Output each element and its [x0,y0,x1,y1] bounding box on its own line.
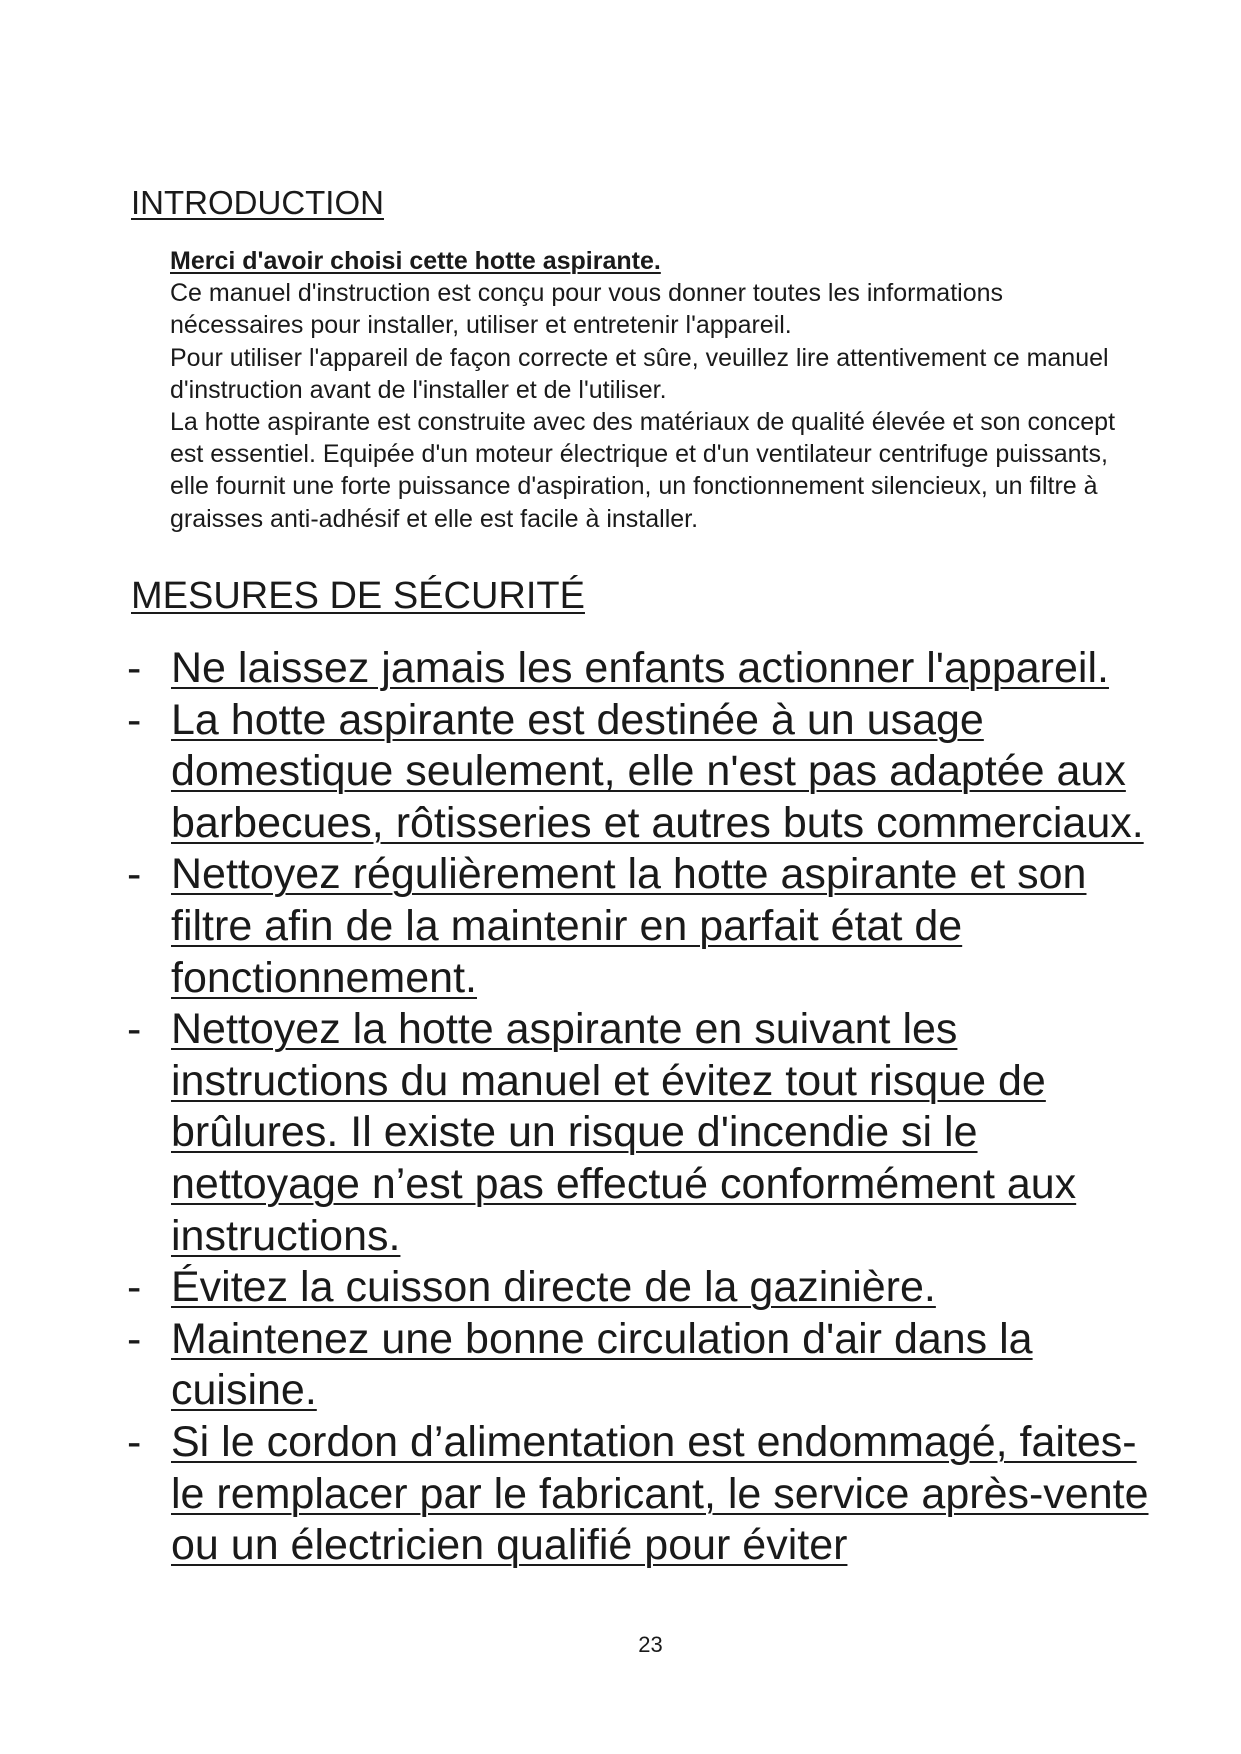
introduction-paragraph: Ce manuel d'instruction est conçu pour vous donner toutes les informations nécessaires pour installer, utiliser et entretenir l'appareil. [170,279,1004,340]
safety-item-text: La hotte aspirante est destinée à un usage domestique seulement, elle n'est pas adaptée aux barbecues, rôtisseries et autres buts commerciaux. [171,695,1144,847]
list-dash: - [127,695,142,744]
safety-item-text: Ne laissez jamais les enfants actionner l'appareil. [171,644,1109,692]
safety-item-text: Maintenez une bonne circulation d'air dans la cuisine. [171,1314,1033,1415]
safety-heading: MESURES DE SÉCURITÉ [131,575,585,617]
safety-item [127,643,1167,695]
safety-item [127,695,1167,850]
list-dash: - [127,1263,142,1312]
safety-item-text: Nettoyez la hotte aspirante en suivant les instructions du manuel et évitez tout risque de brûlures. Il existe un risque d'incendie si le nettoyage n’est pas effectué conformément aux instructions. [171,1005,1077,1260]
list-dash: - [127,1417,142,1466]
safety-item [127,1262,1167,1314]
safety-item [127,1417,1167,1572]
introduction-section [170,245,1130,535]
list-dash: - [127,644,142,692]
safety-item-text: Évitez la cuisson directe de la gazinière. [171,1263,936,1312]
safety-item [127,1314,1167,1417]
safety-item-text: Nettoyez régulièrement la hotte aspirante et son filtre afin de la maintenir en parfait état de fonctionnement. [171,850,1087,1002]
list-dash: - [127,850,142,899]
list-dash: - [127,1005,142,1054]
page-number: 23 [638,1632,663,1657]
introduction-title: Merci d'avoir choisi cette hotte aspirante. [170,247,661,275]
introduction-paragraph: Pour utiliser l'appareil de façon correcte et sûre, veuillez lire attentivement ce manuel d'instruction avant de l'installer et de l'utiliser. [170,343,1109,404]
introduction-heading: INTRODUCTION [131,184,384,221]
safety-item [127,849,1167,1004]
safety-list [127,643,1167,1572]
introduction-paragraph: La hotte aspirante est construite avec des matériaux de qualité élevée et son concept est essentiel. Equipée d'un moteur électrique et d'un ventilateur centrifuge puissants, elle fournit une forte puissance d'aspiration, un fonctionnement silencieux, un filtre à graisses anti-adhésif et elle est facile à installer. [170,408,1116,533]
list-dash: - [127,1314,142,1363]
safety-item [127,1004,1167,1262]
safety-item-text: Si le cordon d’alimentation est endommagé, faites-le remplacer par le fabricant, le service après-vente ou un électricien qualifié pour éviter [171,1417,1149,1570]
